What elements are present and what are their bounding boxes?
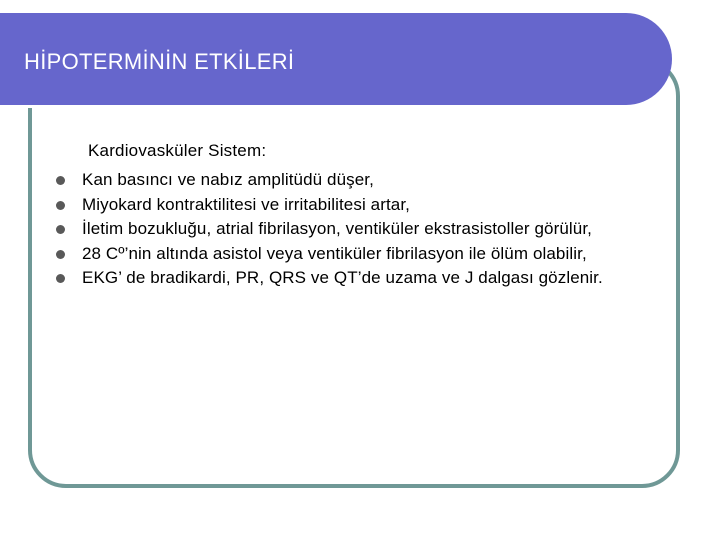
- section-heading: Kardiovasküler Sistem:: [88, 141, 267, 160]
- bullet-icon: [56, 250, 65, 259]
- bullet-list: [52, 168, 642, 291]
- list-item: [52, 168, 642, 193]
- list-item: [52, 193, 642, 218]
- bullet-icon: [56, 176, 65, 185]
- list-item-text: Miyokard kontraktilitesi ve irritabilitesi artar,: [82, 194, 410, 214]
- bullet-icon: [56, 225, 65, 234]
- list-item: [52, 242, 642, 267]
- list-item-text: EKG’ de bradikardi, PR, QRS ve QT’de uzama ve J dalgası gözlenir.: [82, 268, 603, 287]
- list-item-text: İletim bozukluğu, atrial fibrilasyon, ventiküler ekstrasistoller görülür,: [82, 219, 592, 238]
- list-item: [52, 217, 642, 242]
- bullet-icon: [56, 201, 65, 210]
- list-item-text: 28 Cº’nin altında asistol veya ventiküler fibrilasyon ile ölüm olabilir,: [82, 243, 587, 263]
- slide-title: HİPOTERMİNİN ETKİLERİ: [24, 49, 295, 74]
- list-item: [52, 266, 642, 291]
- list-item-text: Kan basıncı ve nabız amplitüdü düşer,: [82, 170, 374, 189]
- bullet-icon: [56, 274, 65, 283]
